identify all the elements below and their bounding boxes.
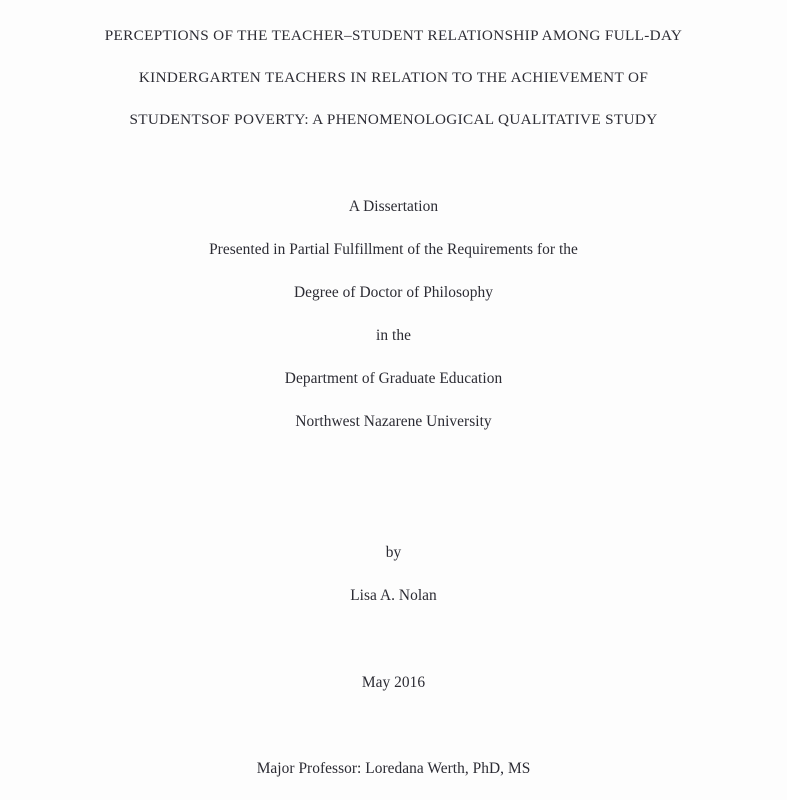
author-byline: by	[385, 544, 402, 561]
major-professor-line: Major Professor: Loredana Werth, PhD, MS	[256, 760, 531, 777]
title-line-2: KINDERGARTEN TEACHERS IN RELATION TO THE ACHIEVEMENT OF	[138, 69, 649, 86]
submission-line-department: Department of Graduate Education	[284, 370, 503, 387]
submission-line-inthe: in the	[376, 327, 411, 344]
submission-line-dissertation: A Dissertation	[348, 198, 439, 215]
author-name: Lisa A. Nolan	[350, 587, 437, 604]
publication-date: May 2016	[361, 674, 426, 691]
title-line-3: STUDENTSOF POVERTY: A PHENOMENOLOGICAL QUALITATIVE STUDY	[129, 111, 658, 128]
submission-line-university: Northwest Nazarene University	[295, 413, 492, 430]
title-line-1: PERCEPTIONS OF THE TEACHER–STUDENT RELATIONSHIP AMONG FULL-DAY	[104, 27, 683, 44]
submission-line-degree: Degree of Doctor of Philosophy	[294, 284, 493, 301]
submission-line-fulfillment: Presented in Partial Fulfillment of the Requirements for the	[209, 241, 578, 258]
